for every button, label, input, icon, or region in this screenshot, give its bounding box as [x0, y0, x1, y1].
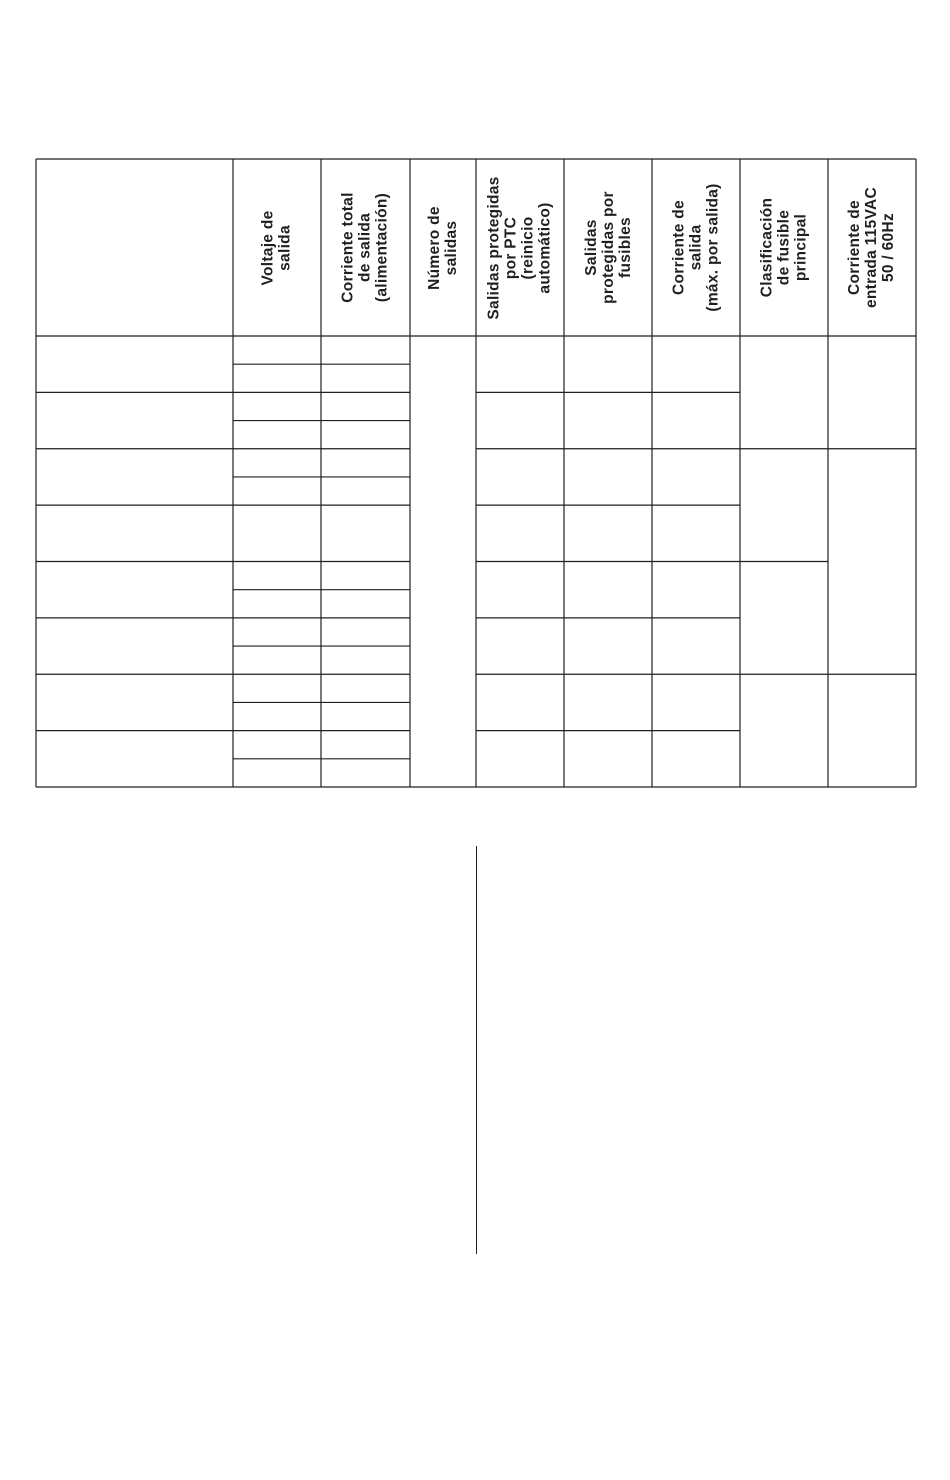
- column-divider: [476, 846, 477, 1254]
- header-entrada-line: entrada 115VAC: [863, 186, 881, 309]
- header-numero-line: salidas: [443, 220, 461, 275]
- header-voltaje-line: salida: [276, 224, 294, 271]
- header-entrada-line: 50 / 60Hz: [880, 212, 898, 283]
- header-ptc-line: automático): [537, 201, 555, 294]
- header-fusibles: [564, 159, 652, 336]
- header-clasificacion: [740, 159, 828, 336]
- header-ptc-line: por PTC: [503, 216, 521, 279]
- header-corriente-salida-line: Corriente de: [670, 200, 688, 295]
- header-ptc: [476, 159, 564, 336]
- header-corriente-salida-line: (máx. por salida): [704, 183, 722, 312]
- header-entrada: [828, 159, 916, 336]
- header-ptc-line: Salidas protegidas: [486, 175, 504, 320]
- header-corriente-total-line: Corriente total: [340, 192, 357, 303]
- header-corriente-total-line: de salida: [357, 212, 374, 283]
- header-corriente-salida: [652, 159, 740, 336]
- header-clasificacion-line: de fusible: [775, 209, 793, 286]
- header-ptc-line: (reinicio: [520, 216, 538, 280]
- header-numero: [410, 159, 476, 336]
- header-fusibles-line: protegidas por: [599, 191, 617, 304]
- header-numero-line: Número de: [426, 205, 444, 290]
- header-clasificacion-line: principal: [792, 213, 810, 282]
- header-voltaje: [233, 159, 321, 336]
- header-fusibles-line: Salidas: [582, 219, 600, 276]
- header-voltaje-line: Voltaje de: [259, 209, 277, 286]
- header-corriente-salida-line: salida: [687, 224, 705, 271]
- header-entrada-line: Corriente de: [846, 200, 864, 295]
- header-fusibles-line: fusibles: [616, 217, 634, 278]
- header-clasificacion-line: Clasificación: [758, 197, 776, 298]
- header-corriente-total: [321, 159, 410, 336]
- header-corriente-total-line: (alimentación): [374, 192, 391, 303]
